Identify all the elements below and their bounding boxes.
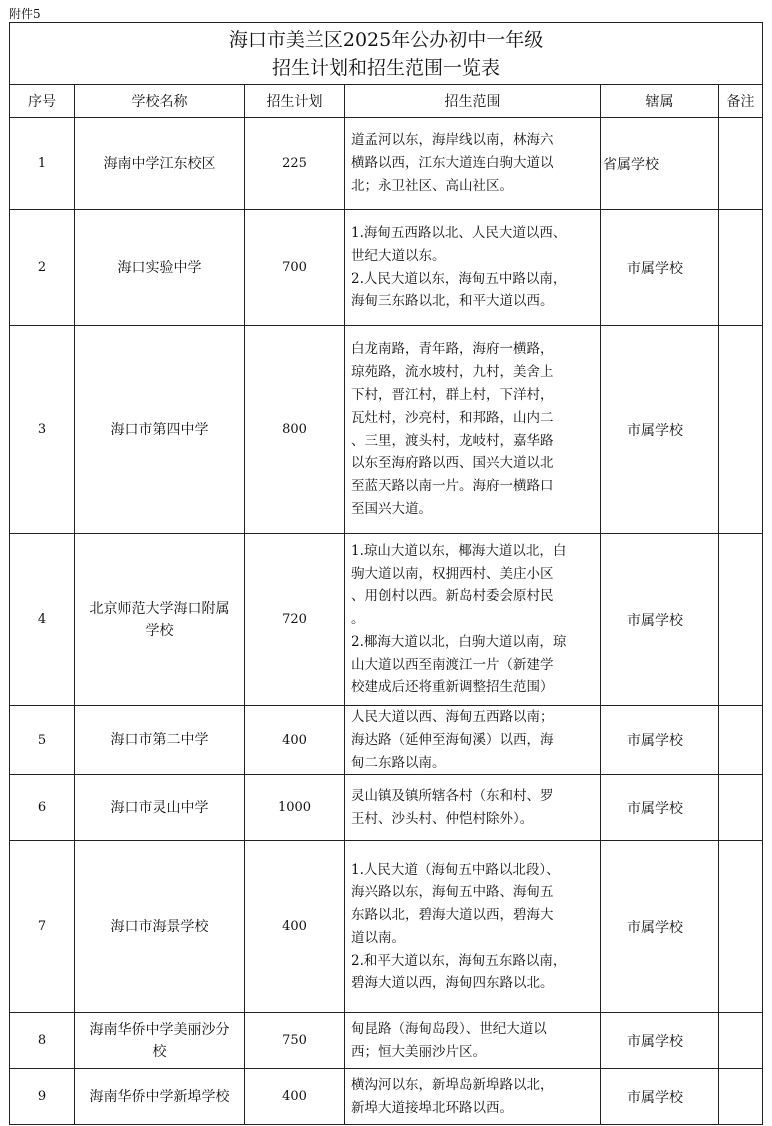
- area-line: 白龙南路，青年路，海府一横路，: [351, 341, 554, 358]
- cell-remark: [719, 326, 763, 534]
- area-line: 琼苑路，流水坡村，九村，美舍上: [351, 364, 554, 381]
- header-remark: 备注: [719, 85, 763, 118]
- cell-plan: 720: [245, 534, 345, 706]
- area-line: 、三里，渡头村，龙岐村，嘉华路: [351, 432, 554, 449]
- table-row: [10, 118, 763, 210]
- cell-area: [345, 775, 601, 841]
- area-line: 驹大道以南，权拥西村、美庄小区: [351, 565, 554, 582]
- area-line: 以东至海府路以西、国兴大道以北: [351, 455, 554, 472]
- table-title: [10, 23, 763, 85]
- area-line: 王村、沙头村、仲恺村除外）。: [351, 810, 534, 827]
- area-line: 横路以西，江东大道连白驹大道以: [351, 155, 554, 172]
- area-line: 1.琼山大道以东，椰海大道以北，白: [351, 542, 567, 559]
- cell-plan: 400: [245, 841, 345, 1013]
- school-name-line: 学校: [145, 622, 174, 639]
- cell-school-name: [75, 841, 245, 1013]
- school-name-line: 海口市海景学校: [110, 918, 209, 935]
- area-line: 海达路（延伸至海甸溪）以西，海: [351, 731, 554, 748]
- area-line: 西；恒大美丽沙片区。: [351, 1043, 486, 1060]
- header-plan: 招生计划: [245, 85, 345, 118]
- school-name-line: 北京师范大学海口附属: [89, 600, 230, 617]
- header-school: 学校名称: [75, 85, 245, 118]
- school-name-line: 海口实验中学: [117, 259, 202, 276]
- cell-plan: 750: [245, 1013, 345, 1069]
- cell-plan: 1000: [245, 775, 345, 841]
- cell-jurisdiction: 市属学校: [601, 534, 719, 706]
- area-line: 至蓝天路以南一片。海府一横路口: [351, 478, 554, 495]
- cell-area: [345, 326, 601, 534]
- header-row: [10, 85, 763, 118]
- cell-school-name: [75, 1013, 245, 1069]
- area-line: 碧海大道以西，海甸四东路以北。: [351, 975, 554, 992]
- table-row: [10, 1069, 763, 1125]
- cell-area: [345, 210, 601, 326]
- area-line: 人民大道以西、海甸五西路以南；: [351, 709, 554, 725]
- cell-area: [345, 841, 601, 1013]
- table-row: [10, 1013, 763, 1069]
- school-name-line: 海口市灵山中学: [110, 799, 209, 816]
- cell-index: 7: [10, 841, 75, 1013]
- area-line: 海兴路以东，海甸五中路、海甸五: [351, 884, 554, 901]
- cell-plan: 225: [245, 118, 345, 210]
- title-line-2: 招生计划和招生范围一览表: [272, 57, 501, 79]
- cell-school-name: [75, 775, 245, 841]
- school-name-line: 海南华侨中学美丽沙分: [89, 1021, 230, 1038]
- area-line: 山大道以西至南渡江一片（新建学: [351, 656, 554, 673]
- cell-school-name: [75, 118, 245, 210]
- cell-index: 9: [10, 1069, 75, 1125]
- cell-school-name: [75, 1069, 245, 1125]
- area-line: 灵山镇及镇所辖各村（东和村、罗: [351, 788, 554, 805]
- cell-school-name: [75, 534, 245, 706]
- cell-jurisdiction: 省属学校: [601, 118, 719, 210]
- cell-remark: [719, 775, 763, 841]
- area-line: 下村，晋江村，群上村，下洋村，: [351, 386, 554, 403]
- cell-area: [345, 118, 601, 210]
- area-line: 校建成后还将重新调整招生范围）: [351, 679, 554, 696]
- header-jurisdiction: 辖属: [601, 85, 719, 118]
- school-name-line: 海南中学江东校区: [103, 155, 216, 172]
- table-row: [10, 210, 763, 326]
- area-line: 2.和平大道以东，海甸五东路以南，: [351, 952, 567, 969]
- cell-area: [345, 534, 601, 706]
- school-name-line: 海口市第四中学: [110, 421, 209, 438]
- area-line: 东路以北，碧海大道以西，碧海大: [351, 907, 554, 924]
- cell-remark: [719, 210, 763, 326]
- title-line-1: 海口市美兰区2025年公办初中一年级: [228, 29, 544, 51]
- cell-remark: [719, 534, 763, 706]
- cell-jurisdiction: 市属学校: [601, 1069, 719, 1125]
- school-name-line: 海南华侨中学新埠学校: [89, 1088, 230, 1105]
- area-line: 2.椰海大道以北，白驹大道以南，琼: [351, 633, 567, 650]
- cell-index: 5: [10, 706, 75, 775]
- school-name-line: 校: [152, 1043, 167, 1060]
- cell-plan: 700: [245, 210, 345, 326]
- cell-jurisdiction: 市属学校: [601, 210, 719, 326]
- cell-jurisdiction: 市属学校: [601, 841, 719, 1013]
- cell-index: 6: [10, 775, 75, 841]
- cell-area: [345, 1013, 601, 1069]
- area-line: 至国兴大道。: [351, 500, 432, 517]
- cell-plan: 400: [245, 1069, 345, 1125]
- area-line: 道以南。: [351, 929, 405, 946]
- area-line: 横沟河以东，新埠岛新埠路以北，: [351, 1077, 554, 1094]
- attachment-label: 附件5: [9, 7, 41, 21]
- area-line: 海甸三东路以北，和平大道以西。: [351, 293, 554, 310]
- table-body: [10, 118, 763, 1125]
- area-line: 、用创村以西。新岛村委会原村民: [351, 588, 554, 605]
- cell-remark: [719, 118, 763, 210]
- area-line: 新埠大道接埠北环路以西。: [351, 1099, 513, 1116]
- area-line: 瓦灶村，沙亮村，和邦路，山内二: [351, 409, 554, 426]
- cell-remark: [719, 706, 763, 775]
- area-line: 道孟河以东，海岸线以南，林海六: [351, 132, 554, 149]
- cell-remark: [719, 1069, 763, 1125]
- cell-index: 2: [10, 210, 75, 326]
- cell-jurisdiction: 市属学校: [601, 706, 719, 775]
- area-line: 甸二东路以南。: [351, 754, 446, 771]
- table-row: [10, 841, 763, 1013]
- area-line: 甸昆路（海甸岛段）、世纪大道以: [351, 1021, 547, 1038]
- school-name-line: 海口市第二中学: [110, 732, 209, 749]
- header-area: 招生范围: [345, 85, 601, 118]
- table-row: [10, 534, 763, 706]
- enrollment-table: [9, 22, 763, 1125]
- cell-index: 1: [10, 118, 75, 210]
- cell-area: [345, 706, 601, 775]
- cell-school-name: [75, 326, 245, 534]
- table-row: [10, 775, 763, 841]
- cell-school-name: [75, 706, 245, 775]
- cell-index: 8: [10, 1013, 75, 1069]
- cell-index: 4: [10, 534, 75, 706]
- cell-jurisdiction: 市属学校: [601, 326, 719, 534]
- cell-school-name: [75, 210, 245, 326]
- table-row: [10, 706, 763, 775]
- cell-area: [345, 1069, 601, 1125]
- area-line: 北；永卫社区、高山社区。: [351, 177, 513, 194]
- cell-jurisdiction: 市属学校: [601, 775, 719, 841]
- cell-plan: 400: [245, 706, 345, 775]
- area-line: 1.人民大道（海甸五中路以北段）、: [351, 861, 560, 878]
- area-line: 2.人民大道以东，海甸五中路以南，: [351, 270, 567, 287]
- area-line: 世纪大道以东。: [351, 247, 446, 264]
- area-line: 1.海甸五西路以北、人民大道以西、: [351, 224, 567, 241]
- cell-index: 3: [10, 326, 75, 534]
- table-row: [10, 326, 763, 534]
- cell-remark: [719, 1013, 763, 1069]
- cell-jurisdiction: 市属学校: [601, 1013, 719, 1069]
- cell-remark: [719, 841, 763, 1013]
- cell-plan: 800: [245, 326, 345, 534]
- area-line: 。: [351, 611, 365, 628]
- header-index: 序号: [10, 85, 75, 118]
- title-row: [10, 23, 763, 85]
